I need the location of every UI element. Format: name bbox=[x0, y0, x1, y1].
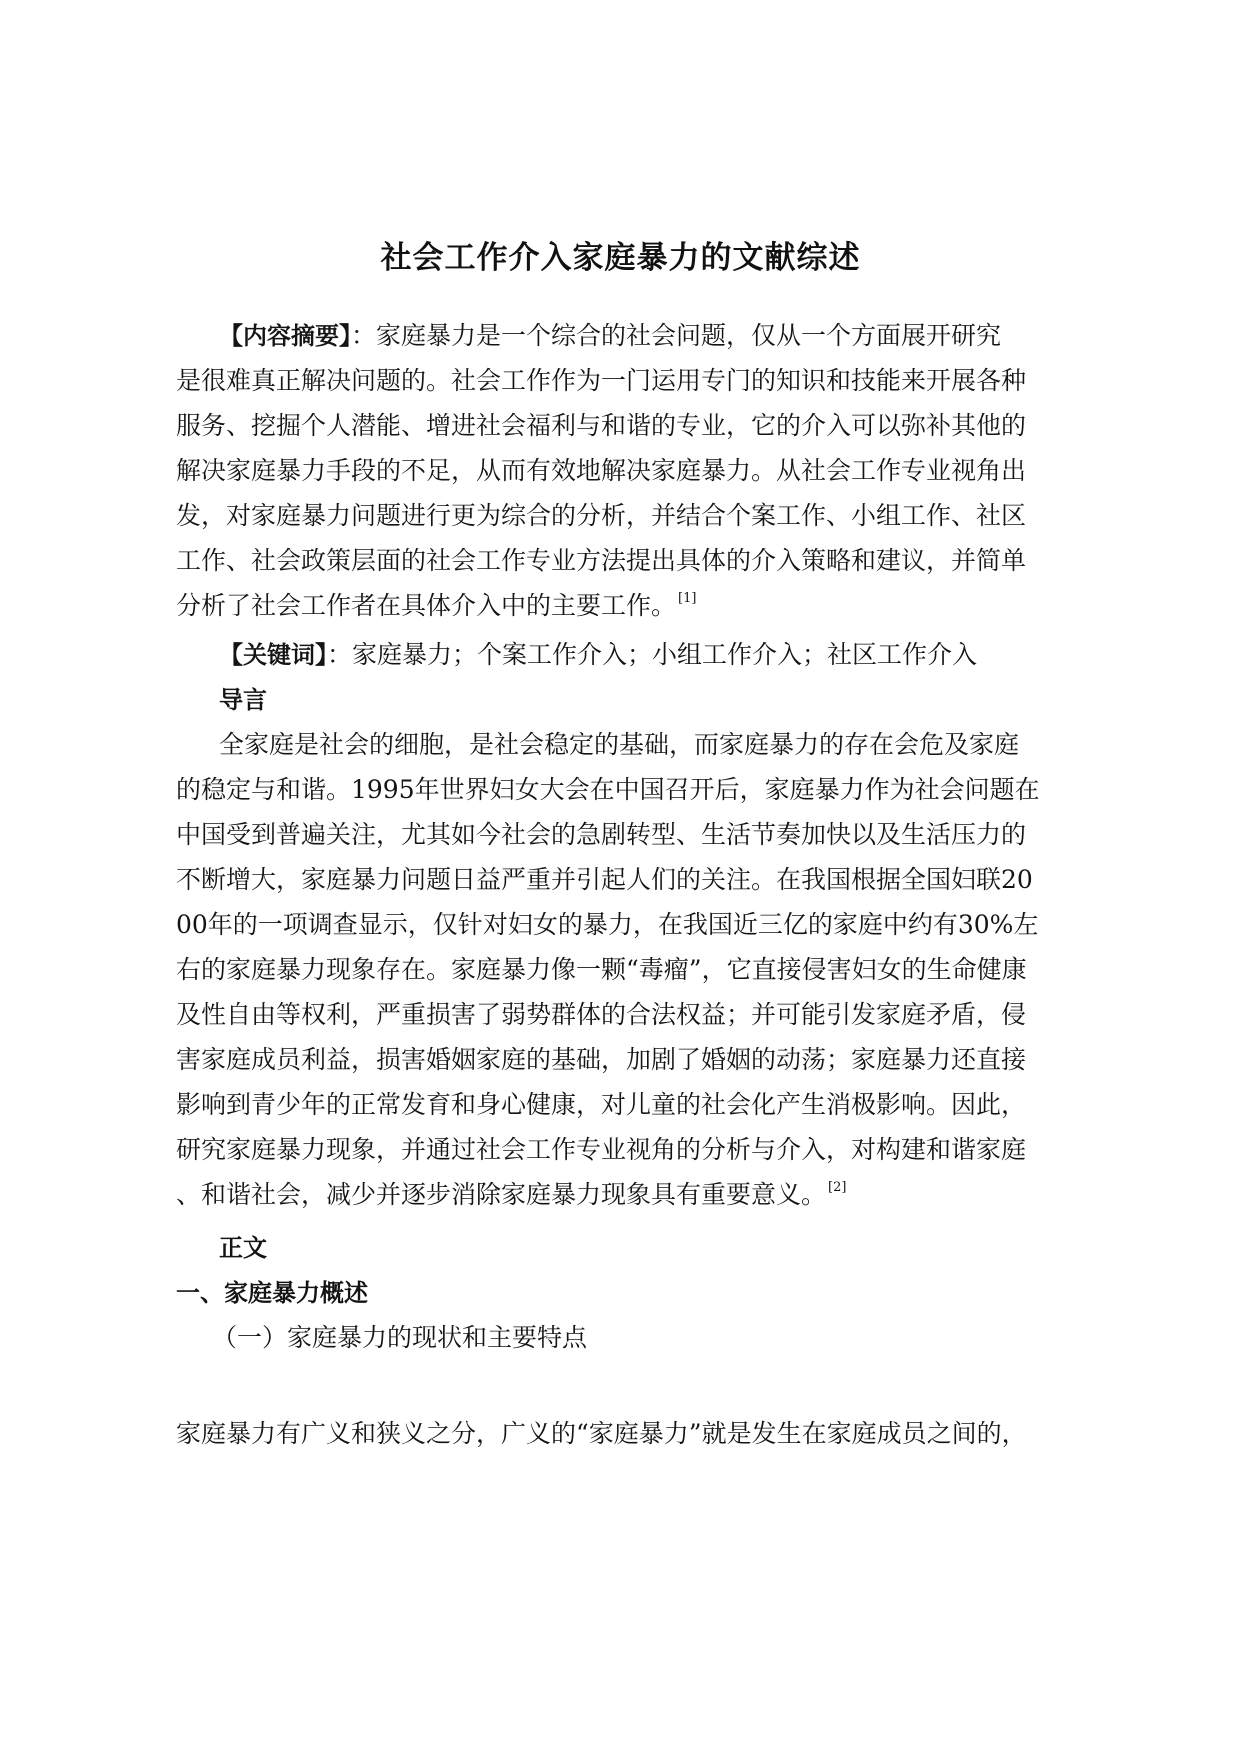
abstract-line: 工作、社会政策层面的社会工作专业方法提出具体的介入策略和建议，并简单 bbox=[176, 546, 1027, 575]
citation-ref: [2] bbox=[828, 1180, 847, 1195]
abstract-line: 服务、挖掘个人潜能、增进社会福利与和谐的专业，它的介入可以弥补其他的 bbox=[176, 411, 1027, 440]
intro-line: 不断增大，家庭暴力问题日益严重并引起人们的关注。在我国根据全国妇联20 bbox=[176, 865, 1033, 894]
intro-line: 及性自由等权利，严重损害了弱势群体的合法权益；并可能引发家庭矛盾，侵 bbox=[176, 1000, 1027, 1029]
body-paragraph-line: 家庭暴力有广义和狭义之分，广义的“家庭暴力”就是发生在家庭成员之间的， bbox=[176, 1419, 1027, 1448]
abstract-first-line bbox=[219, 322, 1001, 350]
abstract-line: 是很难真正解决问题的。社会工作作为一门运用专门的知识和技能来开展各种 bbox=[176, 366, 1027, 395]
keywords-line bbox=[219, 641, 977, 669]
intro-heading: 导言 bbox=[219, 686, 267, 714]
abstract-line: 分析了社会工作者在具体介入中的主要工作。 bbox=[176, 591, 677, 620]
abstract-line: 发，对家庭暴力问题进行更为综合的分析，并结合个案工作、小组工作、社区 bbox=[176, 501, 1027, 530]
abstract-last-line bbox=[176, 592, 696, 625]
document-title: 社会工作介入家庭暴力的文献综述 bbox=[380, 240, 861, 276]
abstract-line: 家庭暴力是一个综合的社会问题，仅从一个方面展开研究 bbox=[376, 321, 1002, 350]
section-heading: 一、家庭暴力概述 bbox=[176, 1279, 368, 1307]
intro-line: 右的家庭暴力现象存在。家庭暴力像一颗“毒瘤”，它直接侵害妇女的生命健康 bbox=[176, 955, 1027, 984]
intro-line: 、和谐社会，减少并逐步消除家庭暴力现象具有重要意义。 bbox=[176, 1180, 827, 1209]
intro-line: 害家庭成员利益，损害婚姻家庭的基础，加剧了婚姻的动荡；家庭暴力还直接 bbox=[176, 1045, 1027, 1074]
abstract-colon: ： bbox=[351, 321, 377, 350]
subsection-heading: （一）家庭暴力的现状和主要特点 bbox=[212, 1323, 588, 1352]
citation-ref: [1] bbox=[678, 591, 697, 606]
abstract-label: 【内容摘要】 bbox=[219, 322, 351, 350]
intro-line: 影响到青少年的正常发育和身心健康，对儿童的社会化产生消极影响。因此， bbox=[176, 1090, 1027, 1119]
intro-line: 中国受到普遍关注，尤其如今社会的急剧转型、生活节奏加快以及生活压力的 bbox=[176, 820, 1027, 849]
keywords-label: 【关键词】 bbox=[219, 641, 327, 669]
intro-last-line bbox=[176, 1181, 846, 1214]
intro-line: 研究家庭暴力现象，并通过社会工作专业视角的分析与介入，对构建和谐家庭 bbox=[176, 1135, 1027, 1164]
keywords-text: 家庭暴力；个案工作介入；小组工作介入；社区工作介入 bbox=[352, 640, 978, 669]
keywords-colon: ： bbox=[327, 640, 353, 669]
intro-line: 的稳定与和谐。1995年世界妇女大会在中国召开后，家庭暴力作为社会问题在 bbox=[176, 775, 1040, 804]
intro-line: 00年的一项调查显示，仅针对妇女的暴力，在我国近三亿的家庭中约有30%左 bbox=[176, 910, 1039, 939]
abstract-line: 解决家庭暴力手段的不足，从而有效地解决家庭暴力。从社会工作专业视角出 bbox=[176, 456, 1027, 485]
body-heading: 正文 bbox=[219, 1234, 267, 1262]
intro-line: 全家庭是社会的细胞，是社会稳定的基础，而家庭暴力的存在会危及家庭 bbox=[219, 730, 1020, 759]
